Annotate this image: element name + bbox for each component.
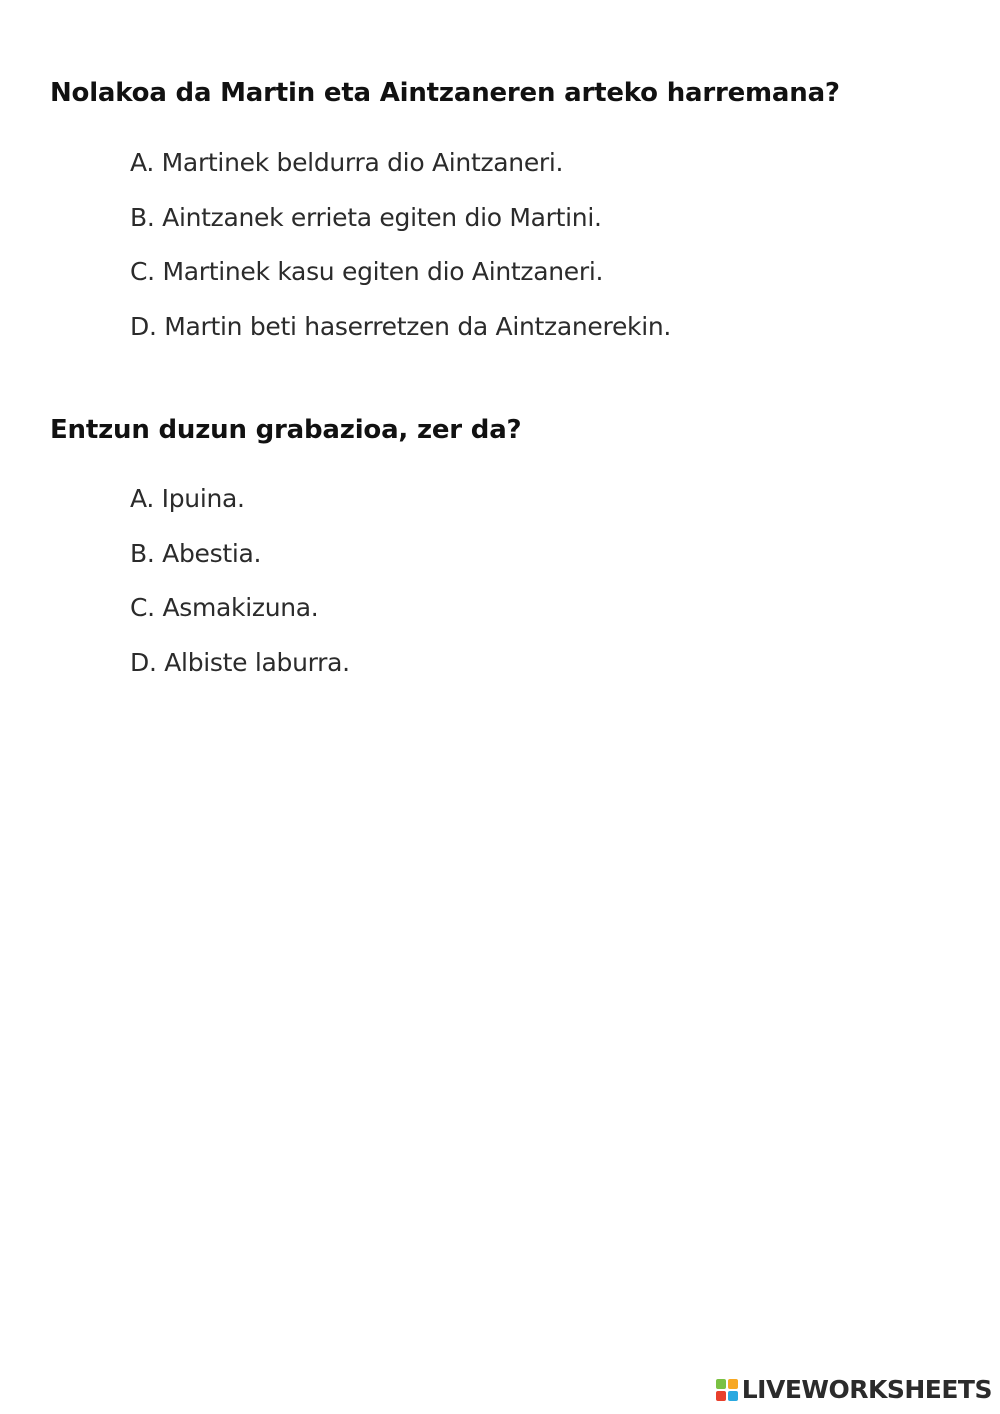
question-1-title: Nolakoa da Martin eta Aintzaneren arteko harremana? xyxy=(50,78,840,108)
liveworksheets-logo xyxy=(716,1375,992,1404)
question-2-title: Entzun duzun grabazioa, zer da? xyxy=(50,415,522,445)
liveworksheets-logo-icon xyxy=(716,1379,738,1401)
question-2-option-a[interactable]: A. Ipuina. xyxy=(130,484,245,513)
question-1-options xyxy=(130,146,671,365)
question-2-option-c[interactable]: C. Asmakizuna. xyxy=(130,593,319,622)
question-1-option-b[interactable]: B. Aintzanek errieta egiten dio Martini. xyxy=(130,203,602,232)
question-2-options xyxy=(130,482,350,701)
question-1-option-d[interactable]: D. Martin beti haserretzen da Aintzanerekin. xyxy=(130,312,672,341)
question-2-option-d[interactable]: D. Albiste laburra. xyxy=(130,648,350,677)
question-2-option-b[interactable]: B. Abestia. xyxy=(130,539,262,568)
question-1-option-c[interactable]: C. Martinek kasu egiten dio Aintzaneri. xyxy=(130,257,604,286)
logo-text: LIVEWORKSHEETS xyxy=(741,1375,992,1404)
question-1-option-a[interactable]: A. Martinek beldurra dio Aintzaneri. xyxy=(130,148,564,177)
